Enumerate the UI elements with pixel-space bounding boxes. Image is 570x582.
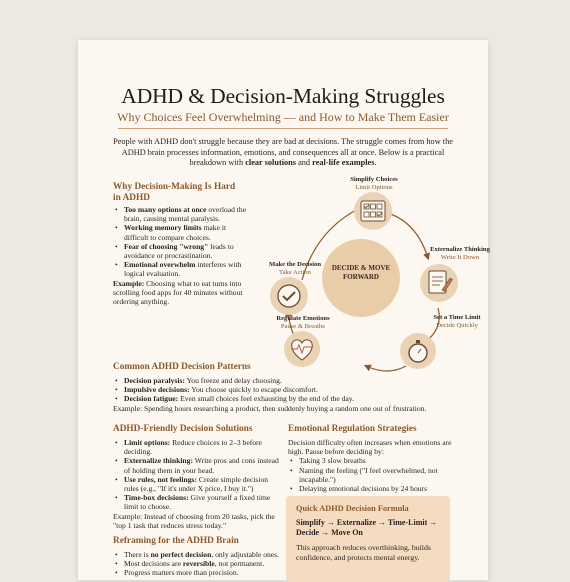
- node-label-decide: Make the Decision Take Action: [268, 261, 321, 276]
- patterns-heading: Common ADHD Decision Patterns: [113, 362, 251, 372]
- why-section: [113, 205, 251, 306]
- page-subtitle: Why Choices Feel Overwhelming — and How to Make Them Easier: [117, 110, 449, 124]
- formula-body: This approach reduces overthinking, builds confidence, and protects mental energy.: [296, 543, 431, 562]
- cycle-center-label: DECIDE & MOVE FORWARD: [331, 264, 391, 282]
- list-item: • Fear of choosing "wrong" leads to avoidance or procrastination.: [113, 242, 251, 260]
- intro-text: .: [374, 158, 377, 168]
- emotional-section: [288, 438, 463, 493]
- emotional-heading: Emotional Regulation Strategies: [288, 424, 417, 434]
- decision-cycle-diagram: [256, 176, 490, 380]
- why-heading: Why Decision-Making Is Hard in ADHD: [113, 182, 236, 203]
- intro-text: and: [296, 158, 313, 168]
- list-item: • There is no perfect decision, only adjustable ones.: [113, 550, 283, 559]
- list-item: • Externalize thinking: Write pros and cons instead of holding them in your head.: [113, 456, 283, 474]
- divider: [118, 128, 448, 129]
- notepad-icon: [420, 264, 458, 302]
- formula-steps: Simplify → Externalize → Time-Limit → Decide → Move On: [296, 518, 438, 537]
- list-item: • Delaying emotional decisions by 24 hours: [288, 484, 463, 493]
- stopwatch-icon: [400, 333, 436, 369]
- formula-panel: [286, 496, 450, 582]
- solutions-section: [113, 438, 283, 530]
- list-item: • Working memory limits make it difficult to compare choices.: [113, 223, 251, 241]
- intro-bold: clear solutions: [245, 158, 297, 168]
- list-item: • Use rules, not feelings: Create simple decision rules (e.g., "If it's under X price, I buy it."): [113, 475, 283, 493]
- node-label-regulate: Regulate Emotions Pause & Breathe: [276, 315, 330, 330]
- reframing-section: [113, 550, 283, 578]
- list-item: • Progress matters more than precision.: [113, 568, 283, 577]
- checklist-icon: [354, 192, 392, 230]
- why-example: Example: Choosing what to eat turns into scrolling food apps for 40 minutes without ordering anything.: [113, 278, 243, 307]
- node-label-timelimit: Set a Time Limit Decide Quickly: [433, 314, 481, 329]
- node-label-simplify: Simplify Choices Limit Options: [350, 176, 398, 191]
- list-item: • Most decisions are reversible, not permanent.: [113, 559, 283, 568]
- worksheet-page: [78, 40, 488, 580]
- list-item: • Limit options: Reduce choices to 2–3 before deciding.: [113, 438, 283, 456]
- intro-paragraph: [108, 137, 458, 169]
- list-item: • Time-box decisions: Give yourself a fixed time limit to choose.: [113, 493, 283, 511]
- list-item: • Decision paralysis: You freeze and delay choosing.: [113, 376, 463, 385]
- list-item: • Emotional overwhelm interferes with logical evaluation.: [113, 260, 251, 278]
- list-item: • Taking 3 slow breaths: [288, 456, 463, 465]
- reframing-heading: Reframing for the ADHD Brain: [113, 536, 239, 546]
- list-item: • Decision fatigue: Even small choices feel exhausting by the end of the day.: [113, 394, 463, 403]
- intro-text: People with ADHD don't struggle because they are bad at decisions. The struggle comes from how the ADHD brain processes information, emotions, and consequences all at once. Below is a practical breakdown with: [113, 137, 453, 168]
- list-item: • Naming the feeling ("I feel overwhelmed, not incapable."): [288, 466, 463, 484]
- solutions-heading: ADHD-Friendly Decision Solutions: [113, 424, 253, 434]
- patterns-example: Example: Spending hours researching a product, then suddenly buying a random one out of frustration.: [113, 403, 427, 413]
- list-item: • Too many options at once overload the brain, causing mental paralysis.: [113, 205, 251, 223]
- list-item: • Impulsive decisions: You choose quickly to escape discomfort.: [113, 385, 463, 394]
- heartbeat-icon: [284, 331, 320, 367]
- intro-bold: real-life examples: [312, 158, 375, 168]
- emotional-intro: Decision difficulty often increases when emotions are high. Pause before deciding by:: [288, 438, 452, 457]
- solutions-example: Example: Instead of choosing from 20 tasks, pick the "top 1 task that reduces stress today.": [113, 511, 275, 530]
- node-label-externalize: Externalize Thinking Write It Down: [430, 246, 490, 261]
- page-title: ADHD & Decision-Making Struggles: [121, 84, 445, 108]
- formula-heading: Quick ADHD Decision Formula: [296, 504, 409, 513]
- checkmark-icon: [270, 277, 308, 315]
- patterns-section: [113, 376, 463, 413]
